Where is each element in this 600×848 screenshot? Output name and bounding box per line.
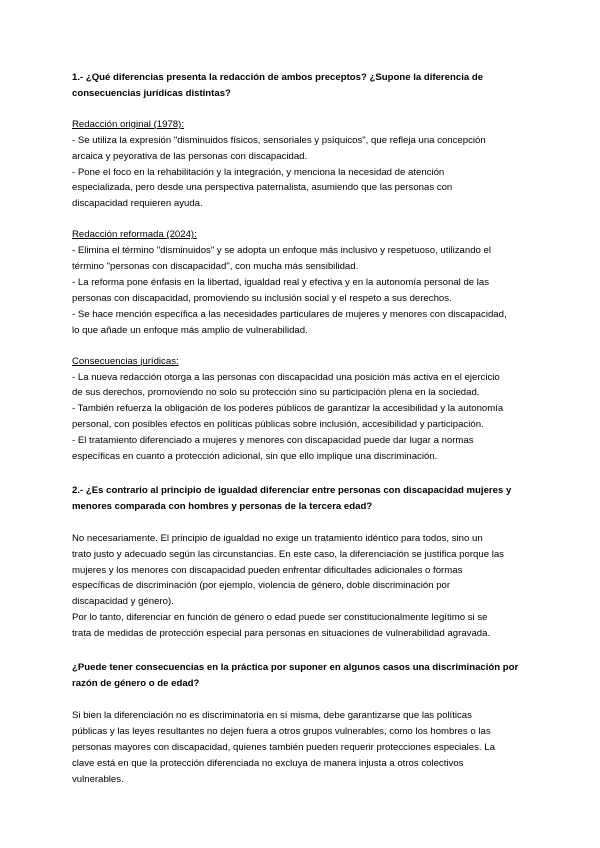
text-line: - La nueva redacción otorga a las personas con discapacidad una posición más activa en el ejercicio xyxy=(72,371,500,383)
original-wording-heading: Redacción original (1978): xyxy=(72,118,184,130)
question-2-title-line: 2.- ¿Es contrario al principio de igualdad diferenciar entre personas con discapacidad mujeres y xyxy=(72,484,512,496)
question-1-title-line: 1.- ¿Qué diferencias presenta la redacción de ambos preceptos? ¿Supone la diferencia de xyxy=(72,72,484,83)
text-line: Si bien la diferenciación no es discriminatoria en sí misma, debe garantizarse que las políticas xyxy=(72,709,472,721)
question-3-title xyxy=(72,660,528,692)
text-line: discapacidad y género). xyxy=(72,596,174,608)
text-line: específicas de discriminación (por ejemplo, violencia de género, doble discriminación por xyxy=(72,580,451,592)
text-line: vulnerables. xyxy=(72,773,124,785)
text-line: - Se utiliza la expresión "disminuidos físicos, sensoriales y psíquicos", que refleja una concepción xyxy=(72,134,486,146)
text-line: especializada, pero desde una perspectiva paternalista, asumiendo que las personas con xyxy=(72,182,453,194)
text-line: arcaica y peyorativa de las personas con discapacidad. xyxy=(72,150,308,162)
text-line: No necesariamente. El principio de igualdad no exige un tratamiento idéntico para todos, sino un xyxy=(72,532,483,544)
legal-consequences-text xyxy=(72,370,528,465)
original-wording-text xyxy=(72,133,528,213)
text-line: discapacidad requieren ayuda. xyxy=(72,198,203,210)
text-line: personas mayores con discapacidad, quienes también pueden requerir protecciones especiales. La xyxy=(72,741,495,753)
text-line: de sus derechos, promoviendo no solo su protección sino su participación plena en la sociedad. xyxy=(72,387,480,399)
text-line: - También refuerza la obligación de los poderes públicos de garantizar la accesibilidad y la autonomía xyxy=(72,403,504,415)
question-1-title-line: consecuencias jurídicas distintas? xyxy=(72,87,231,99)
text-line: específicas en cuanto a protección adicional, sin que ello implique una discriminación. xyxy=(72,451,438,463)
text-line: - Elimina el término "disminuidos" y se adopta un enfoque más inclusivo y respetuoso, utilizando el xyxy=(72,245,492,257)
text-line: Por lo tanto, diferenciar en función de género o edad puede ser constitucionalmente legítimo si se xyxy=(72,612,488,624)
question-3-answer xyxy=(72,708,528,788)
text-line: trata de medidas de protección especial para personas en situaciones de vulnerabilidad agravada. xyxy=(72,628,491,640)
question-3-title-line: ¿Puede tener consecuencias en la práctica por suponer en algunos casos una discriminación por xyxy=(72,662,519,674)
text-line: mujeres y los menores con discapacidad pueden enfrentar dificultades adicionales o formas xyxy=(72,564,463,576)
document-page xyxy=(72,70,528,787)
text-line: - Se hace mención específica a las necesidades particulares de mujeres y menores con discapacidad, xyxy=(72,308,507,320)
text-line: personal, con posibles efectos en políticas públicas sobre inclusión, accesibilidad y participación. xyxy=(72,419,484,431)
reformed-wording-text xyxy=(72,243,528,338)
question-2-title-line: menores comparada con hombres y personas de la tercera edad? xyxy=(72,500,373,512)
text-line: - El tratamiento diferenciado a mujeres y menores con discapacidad puede dar lugar a normas xyxy=(72,435,474,447)
text-line: trato justo y adecuado según las circunstancias. En este caso, la diferenciación se justifica porque las xyxy=(72,548,504,560)
text-line: lo que añade un enfoque más amplio de vulnerabilidad. xyxy=(72,324,308,336)
text-line: - Pone el foco en la rehabilitación y la integración, y menciona la necesidad de atención xyxy=(72,166,445,178)
reformed-wording-heading: Redacción reformada (2024): xyxy=(72,229,197,241)
text-line: - La reforma pone énfasis en la libertad, igualdad real y efectiva y en la autonomía personal de las xyxy=(72,276,490,288)
question-2-answer xyxy=(72,531,528,642)
text-line: clave está en que la protección diferenciada no excluya de manera injusta a otros colectivos xyxy=(72,757,464,769)
text-line: término "personas con discapacidad", con mucha más sensibilidad. xyxy=(72,261,359,273)
question-3-title-line: razón de género o de edad? xyxy=(72,678,200,689)
legal-consequences-heading: Consecuencias jurídicas: xyxy=(72,355,179,367)
question-2-title xyxy=(72,483,528,515)
question-1-title xyxy=(72,70,528,102)
text-line: personas con discapacidad, promoviendo su inclusión social y el respeto a sus derechos. xyxy=(72,292,452,304)
text-line: públicas y las leyes resultantes no dejen fuera a otros grupos vulnerables, como los hombres o las xyxy=(72,725,491,737)
